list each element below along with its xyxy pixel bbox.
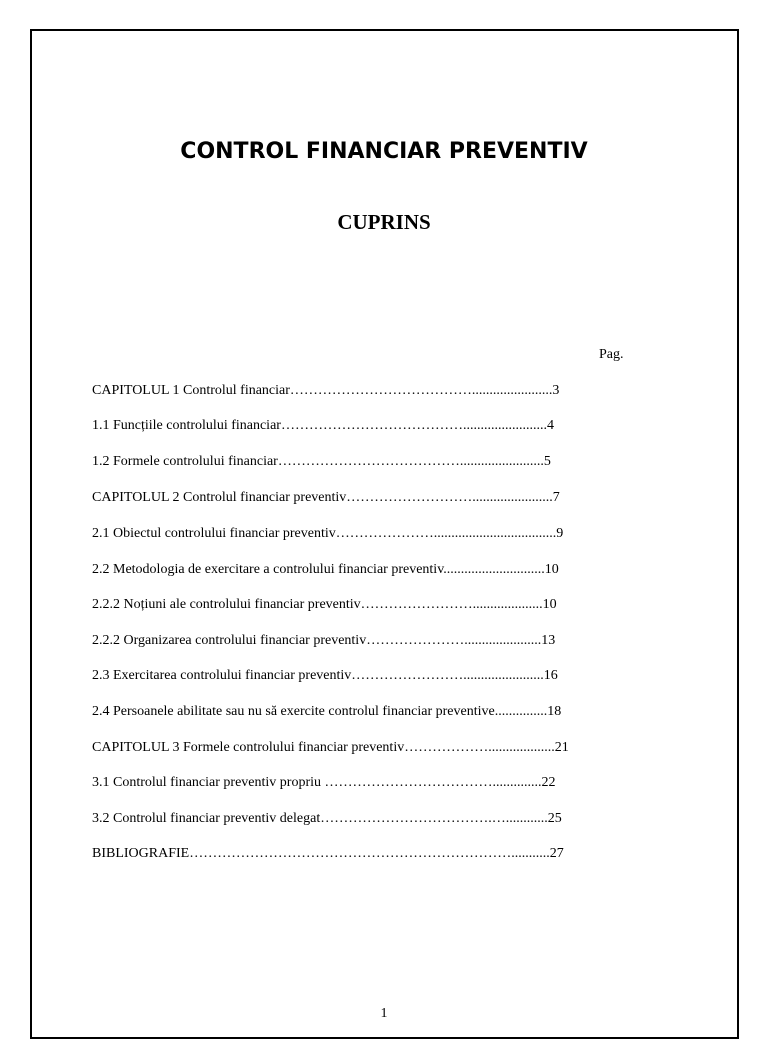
- toc-entry: 3.1 Controlul financiar preventiv propriu ………………………………..............22: [92, 775, 556, 790]
- contents-heading: CUPRINS: [337, 210, 431, 234]
- page-column-label: Pag.: [599, 347, 624, 362]
- toc-entry: 3.2 Controlul financiar preventiv delegat……………………………….…............25: [92, 811, 562, 826]
- toc-entry: 2.2 Metodologia de exercitare a controlului financiar preventiv.............................10: [92, 562, 559, 577]
- toc-entry: CAPITOLUL 3 Formele controlului financiar preventiv………………...................21: [92, 740, 569, 755]
- toc-entry: BIBLIOGRAFIE……………………………………………………………...........27: [92, 846, 564, 861]
- toc-entry: CAPITOLUL 2 Controlul financiar preventiv……………………….......................7: [92, 490, 560, 505]
- toc-entry: 2.2.2 Noțiuni ale controlului financiar preventiv……………………....................10: [92, 597, 557, 612]
- toc-entry: 2.4 Persoanele abilitate sau nu să exercite controlul financiar preventive...............18: [92, 704, 562, 719]
- document-title: CONTROL FINANCIAR PREVENTIV: [180, 139, 588, 164]
- page-number: 1: [380, 1006, 388, 1021]
- toc-entry: 2.2.2 Organizarea controlului financiar preventiv…………………......................13: [92, 633, 556, 648]
- toc-entry: 1.2 Formele controlului financiar…………………………………........................5: [92, 454, 551, 469]
- toc-entry: 2.1 Obiectul controlului financiar preventiv…………………...................................9: [92, 526, 564, 541]
- toc-entry: CAPITOLUL 1 Controlul financiar………………………………….......................3: [92, 383, 560, 398]
- toc-entry: 1.1 Funcțiile controlului financiar…………………………………........................4: [92, 418, 554, 433]
- toc-entry: 2.3 Exercitarea controlului financiar preventiv…………………….......................16: [92, 668, 558, 683]
